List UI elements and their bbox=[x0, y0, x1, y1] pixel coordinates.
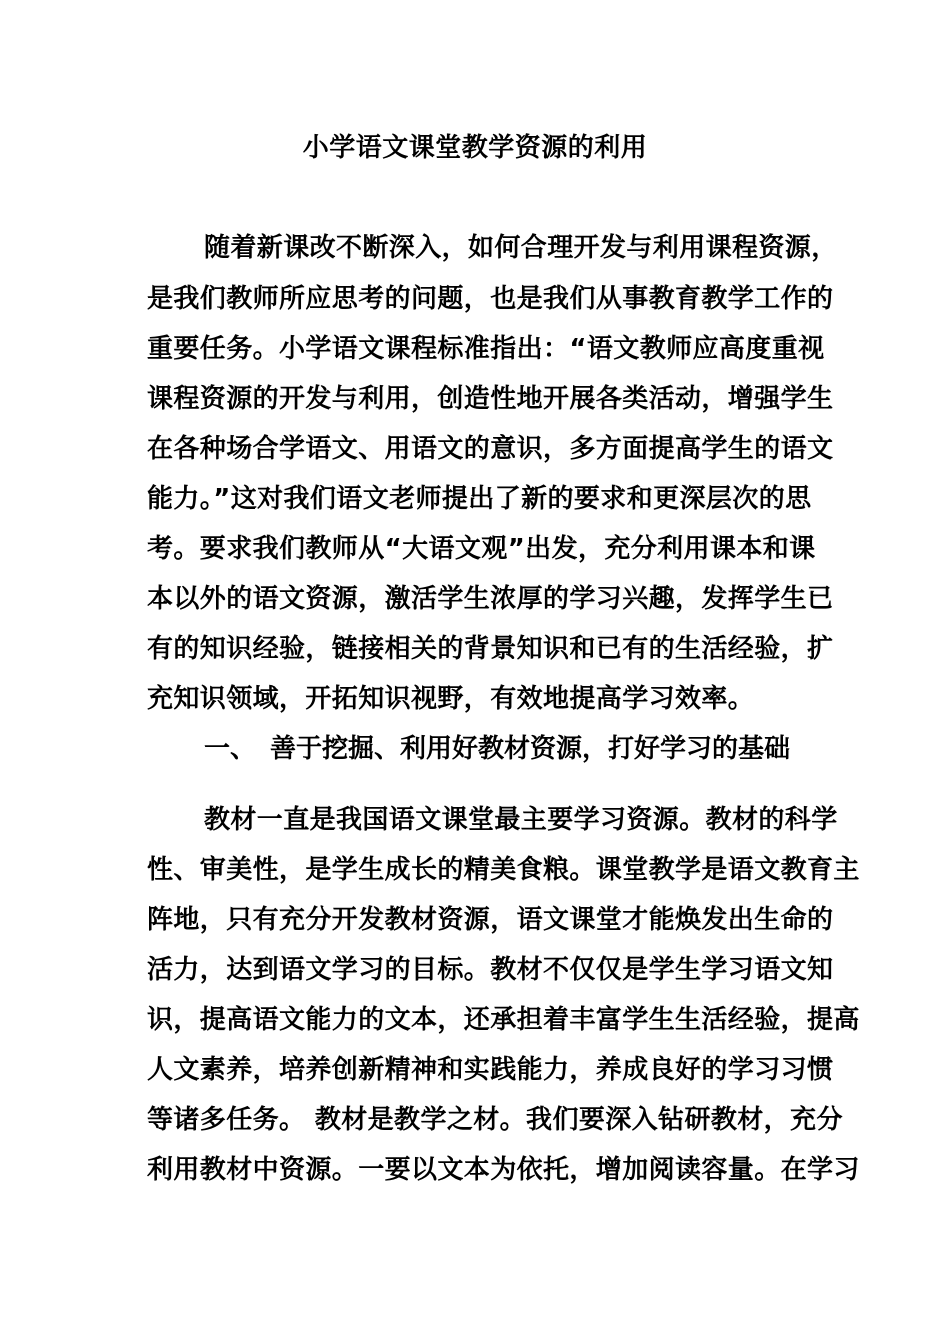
section-heading bbox=[204, 729, 807, 769]
paragraph-2-line: 识，提高语文能力的文本，还承担着丰富学生生活经验，提高 bbox=[147, 1005, 860, 1035]
section-number: 一、 bbox=[204, 734, 257, 764]
paragraph-1-line: 有的知识经验，链接相关的背景知识和已有的生活经验，扩 bbox=[147, 634, 834, 664]
paragraph-1-line: 充知识领域，开拓知识视野，有效地提高学习效率。 bbox=[147, 684, 755, 714]
paragraph-1-line: 随着新课改不断深入，如何合理开发与利用课程资源， bbox=[204, 233, 838, 263]
paragraph-1-line: 是我们教师所应思考的问题，也是我们从事教育教学工作的 bbox=[147, 284, 834, 314]
paragraph-2-line: 等诸多任务。 教材是教学之材。我们要深入钻研教材，充分 bbox=[147, 1105, 843, 1135]
section-heading-text: 善于挖掘、利用好教材资源，打好学习的基础 bbox=[270, 734, 791, 764]
paragraph-1-line: 能力。”这对我们语文老师提出了新的要求和更深层次的思 bbox=[147, 484, 812, 514]
paragraph-2-line: 活力，达到语文学习的目标。教材不仅仅是学生学习语文知 bbox=[147, 955, 834, 985]
paragraph-2-line: 性、审美性，是学生成长的精美食粮。课堂教学是语文教育主 bbox=[147, 855, 860, 885]
paragraph-1-line: 重要任务。小学语文课程标准指出：“语文教师应高度重视 bbox=[147, 334, 825, 364]
paragraph-1-line: 本以外的语文资源，激活学生浓厚的学习兴趣，发挥学生已 bbox=[147, 584, 834, 614]
paragraph-1-line: 考。要求我们教师从“大语文观”出发，充分利用课本和课 bbox=[147, 534, 816, 564]
paragraph-2-line: 教材一直是我国语文课堂最主要学习资源。教材的科学 bbox=[204, 805, 838, 835]
paragraph-2-line: 人文素养，培养创新精神和实践能力，养成良好的学习习惯 bbox=[147, 1055, 834, 1085]
paragraph-1-line: 在各种场合学语文、用语文的意识，多方面提高学生的语文 bbox=[147, 434, 834, 464]
paragraph-2-line: 利用教材中资源。一要以文本为依托，增加阅读容量。在学习 bbox=[147, 1155, 860, 1185]
paragraph-1-line: 课程资源的开发与利用，创造性地开展各类活动，增强学生 bbox=[147, 384, 834, 414]
paragraph-2-line: 阵地，只有充分开发教材资源，语文课堂才能焕发出生命的 bbox=[147, 905, 834, 935]
document-title: 小学语文课堂教学资源的利用 bbox=[302, 133, 648, 163]
